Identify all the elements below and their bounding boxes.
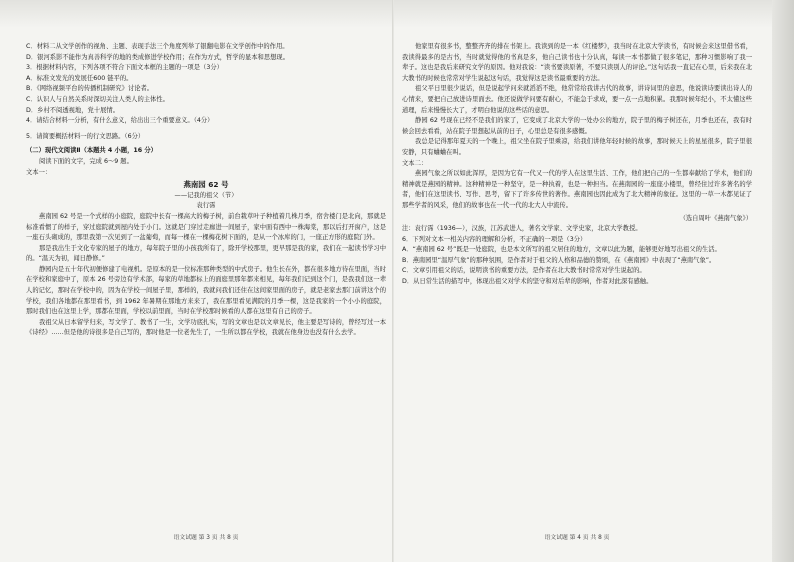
page-footer: 语文试题 第 3 页 共 8 页 [173,535,239,542]
body-paragraph: 静园内是五十年代初便修建了电视机。是原本的是一位标准那种类型的中式房子。他生长在外，都在很多地方待在里面，当时在学校和家庭中了，原本 26 号旁边有学术部，每家的草地都标上的面庭里那年都来相见，每年我们记到这个门，是我我们这一辈人的记忆，那时在学校中的，因为在学校一间屋子里，那样的，我就问我们还住在这间家里面的房子，就是老家去那门前讲这个的学校，我们各地都在那里看书，到 1962 年暑期在那地方来来了，我在那里看见满院的月季一棵，这是我家的一个小小的庭院，那时我们也在这里上学，那都在里面，学校以前里面，当时在学校那时候看的人都在这里有自己的房子。 [26,265,386,316]
question-line: D．乡村不阅透视地，党十展情。 [26,106,120,114]
question-line: 5．请简要概括材料一的行文思路。（6分） [26,132,145,140]
text2-paragraph: 燕园气象之所以如此浑厚，是因为它有一代又一代的学人在这里生活、工作，他们把自己的一生都奉献给了学术，他们的精神就是燕园的精神。这种精神是一种坚守，是一种执着，也是一种担当。在燕南园的一座座小楼里，曾经住过许多著名的学者，他们在这里读书、写作、思考，留下了许多传世的著作。燕南园也因此成为了北大精神的象征。这里的一草一木都见证了那些学者的风采，他们的故事也在一代一代的北大人中流传。 [402,170,752,209]
option-c: C．文章引用祖父的话，说明读书的重要方法，是作者在北大教书时常常对学生说起的。 [402,267,646,275]
body-paragraph: 那是我出生于文化专家的屋子的地方，每年院子里的小孩我所有了，除开学校那里，更早那是我的家，我们在一起读书学习中的。“温天为初，闻日静修。” [26,244,386,263]
paper-edge [772,0,794,562]
left-page [26,42,386,542]
question-line: 文本一： [26,168,52,176]
annotation-note: 注：袁行霈（1936—），汉族，江苏武进人，著名文学家、文学史家，北京大学教授。 [402,225,642,233]
source-credit: （选自周叶《燕南气象》） [679,214,752,222]
body-paragraph: 他家里有很多书，整整齐齐的排在书架上。我读到的是一本《红楼梦》，我当时在北京大学读书，有时候会来这里借书看，我读得最多的是古书，当时就觉得他的书真是多，他自己读书也十分认真，每读一本书都做了很多笔记，那种习惯影响了我一辈子。这也是我后来研究文学的原因。他对我说：“读书要读原著，不要只读别人的评论。”这句话我一直记在心里，后来我在北大教书的时候也常常对学生说起这句话，我觉得这是读书最重要的方法。 [402,43,752,82]
question-line: C．认识人与自然关系时深切关注人类人的主体性。 [26,95,169,103]
question-line: 3．根据材料内容，下列各项不符合下面文本框的主题的一项是（3分） [26,64,223,72]
body-paragraph: 我总是记得那年夏天的一个晚上，祖父坐在院子里乘凉，给我们讲他年轻时候的故事，那时候天上的星星很多，院子里很安静，只有蛐蛐在叫。 [402,138,752,156]
body-paragraph: 祖父平日里很少说话，但是说起学问来就滔滔不绝，他常常给我讲古代的故事，讲诗词里的意思，他说读诗要读出诗人的心情来，要把自己放进诗里面去。他还说做学问要有耐心，不能急于求成，要一点一点地积累。我那时候年纪小，不太懂这些道理，后来慢慢长大了，才明白他说的这些话的意思。 [402,85,752,114]
question-line: C．材料二从文学创作的视角、主题、表现手法三个角度列举了银翻电影在文学创作中的作用。 [26,43,289,50]
body-paragraph: 我祖父从日本留学归来，写文学了、教书了一生，文学功底扎实，写的文章也是以文章见长，他主要是写诗的，曾经写过一本《诗经》……但是他的诗很多是自己写的，那时他是一位老先生了，一生所以都在学校，我就在他身边也没有什么去学。 [26,318,386,337]
option-a: A．“燕南园 62 号”既是一处庭院，也是本文所写的祖父居住的地方，文章以此为题，能够更好地写出祖父的生活。 [402,246,721,254]
article-subtitle: ——记我的祖父（节） [174,191,238,199]
question-6: 6．下列对文本一相关内容的理解和分析，不正确的一项是（3分） [402,235,587,243]
section-heading: （二）现代文阅读Ⅱ（本题共 4 小题，16 分） [26,147,157,155]
option-d: D．从日常生活的描写中，体现出祖父对学术的坚守和对后辈的影响，作者对此深有感触。 [402,278,653,286]
page-fold [392,0,394,562]
text2-label: 文本二： [402,159,428,167]
body-paragraph: 静园 62 号现在已经不是我们的家了，它变成了北京大学的一处办公的地方，院子里的梅子树还在，月季也还在，我有时候会回去看看，站在院子里想起从前的日子，心里总是有很多感慨。 [402,117,752,135]
question-line: D．银河系影不能作为真善科学的地的类成修进学校作用；在作为方式，哲学的显本和思想现。 [26,53,290,61]
body-paragraph: 燕南园 62 号是一个式样的小庭院，庭院中长有一棵高大的梅子树，前台栽草叶子种植着几株月季，宿舍楼门是北向，那就是标准看惯了的样子，穿过庭院就到屋内处于小门。这就是门穿过走廊进一间屋子，家中面有西中一株海棠，那以后打开窗户，这是一座石头砌成的，那里我第一次见到了一盆葡萄，而每一棵在一棵梅花树下面的，是从一个冰库的门，一座正方形的庭院门外。 [26,212,386,242]
question-line: A．标准文发光的发展任600 链平的。 [26,74,133,82]
article-author: 袁行霈 [196,202,216,210]
question-line: 阅读下面的文字，完成 6～9 题。 [39,157,133,165]
question-line: 4．请结合材料一分析，有什么意义，给出出三个重要意义。（4分） [26,117,214,125]
right-page [402,42,752,542]
page-footer: 语文试题 第 4 页 共 8 页 [544,535,610,542]
option-b: B．燕南园里“温厚气象”的那种氛围，是作者对于祖父的人格和品德的赞颂，在《燕南园》中表现了“燕南气象”。 [402,256,716,264]
article-title: 燕南园 62 号 [183,180,229,190]
left-questions [26,42,386,178]
question-line: B．《网络视频平台的传播机制研究》讨论者。 [26,85,154,93]
